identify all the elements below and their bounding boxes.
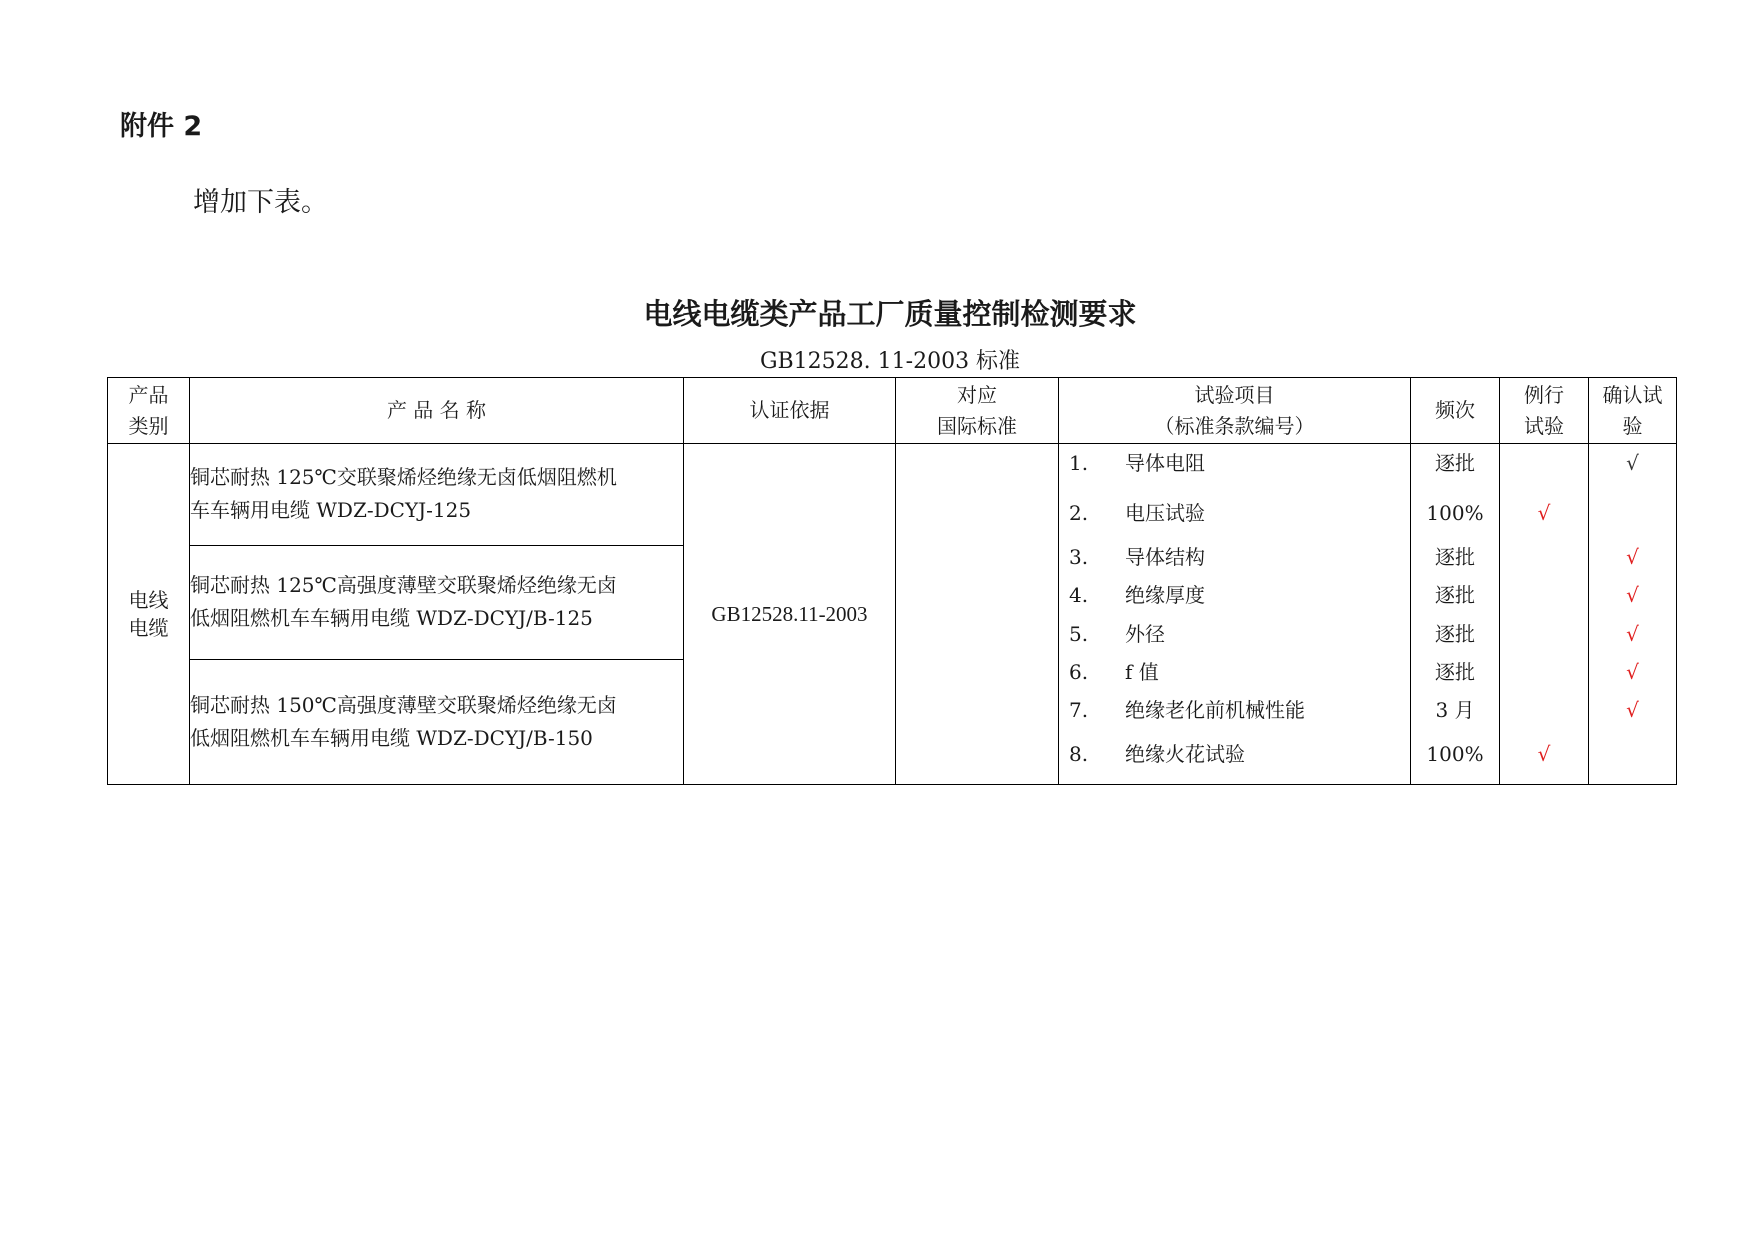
product-name-1 xyxy=(190,444,684,546)
frequency-7: 3 月 xyxy=(1435,698,1475,722)
confirm-check-5: √ xyxy=(1626,622,1639,646)
routine-check-1 xyxy=(1500,448,1588,478)
frequency-3: 逐批 xyxy=(1435,545,1475,569)
test-item-number: 7. xyxy=(1069,698,1089,722)
cert-basis-cell: GB12528.11-2003 xyxy=(684,444,896,785)
confirm-check-1: √ xyxy=(1626,451,1639,475)
note-text: 增加下表。 xyxy=(193,187,328,218)
test-items-cell xyxy=(1059,444,1411,785)
confirm-check-3: √ xyxy=(1626,545,1639,569)
header-frequency: 频次 xyxy=(1411,378,1500,444)
test-item-number: 8. xyxy=(1069,742,1089,766)
confirm-test-cell xyxy=(1589,444,1677,785)
test-item-number: 6. xyxy=(1069,660,1089,684)
test-item-7 xyxy=(1059,695,1410,725)
test-item-name: 绝缘厚度 xyxy=(1125,583,1205,607)
frequency-cell xyxy=(1411,444,1500,785)
header-test-items xyxy=(1059,378,1411,444)
frequency-4: 逐批 xyxy=(1435,583,1475,607)
test-item-name: 电压试验 xyxy=(1125,501,1205,525)
header-intl-standard-line-1: 对应 xyxy=(957,382,997,407)
table-header-row xyxy=(108,378,1677,444)
category-line-2: 电缆 xyxy=(128,616,169,640)
document-title: 电线电缆类产品工厂质量控制检测要求 xyxy=(643,297,1137,331)
routine-check-2: √ xyxy=(1537,501,1551,525)
confirm-check-2 xyxy=(1589,498,1676,528)
test-item-4 xyxy=(1059,580,1410,610)
header-confirm-test-line-1: 确认试 xyxy=(1602,382,1663,407)
confirm-check-8 xyxy=(1589,739,1676,769)
header-routine-test-line-1: 例行 xyxy=(1524,382,1564,407)
test-item-name: 绝缘老化前机械性能 xyxy=(1125,698,1305,722)
frequency-8: 100% xyxy=(1426,742,1484,766)
test-item-2 xyxy=(1059,498,1410,528)
routine-check-7 xyxy=(1500,695,1588,725)
attachment-label: 附件 2 xyxy=(120,111,203,142)
routine-check-3 xyxy=(1500,542,1588,572)
routine-check-5 xyxy=(1500,619,1588,649)
product-name-2-line-2: 低烟阻燃机车车辆用电缆 WDZ-DCYJ/B-125 xyxy=(190,606,593,631)
frequency-6: 逐批 xyxy=(1435,660,1475,684)
standard-label: GB12528. 11-2003 标准 xyxy=(759,349,1021,374)
routine-check-8: √ xyxy=(1537,742,1551,766)
test-items-list xyxy=(1059,444,1410,784)
test-item-number: 4. xyxy=(1069,583,1089,607)
test-item-name: 导体电阻 xyxy=(1125,451,1205,475)
test-item-8 xyxy=(1059,739,1410,769)
test-item-number: 3. xyxy=(1069,545,1089,569)
header-routine-test-line-2: 试验 xyxy=(1524,413,1564,438)
confirm-test-list xyxy=(1589,444,1676,784)
requirements-table xyxy=(107,377,1677,785)
header-category xyxy=(108,378,190,444)
test-item-number: 5. xyxy=(1069,622,1089,646)
header-confirm-test xyxy=(1589,378,1677,444)
test-item-name: f 值 xyxy=(1125,660,1159,684)
header-category-line-1: 产品 xyxy=(128,382,169,407)
routine-test-list xyxy=(1500,444,1588,784)
test-item-5 xyxy=(1059,619,1410,649)
test-item-1 xyxy=(1059,448,1410,478)
test-item-6 xyxy=(1059,657,1410,687)
header-routine-test xyxy=(1500,378,1589,444)
test-item-number: 2. xyxy=(1069,501,1089,525)
product-name-3-line-2: 低烟阻燃机车车辆用电缆 WDZ-DCYJ/B-150 xyxy=(190,726,593,751)
product-name-2-line-1: 铜芯耐热 125℃高强度薄壁交联聚烯烃绝缘无卤 xyxy=(190,573,617,598)
intl-standard-cell xyxy=(896,444,1059,785)
header-cert-basis: 认证依据 xyxy=(684,378,896,444)
frequency-2: 100% xyxy=(1426,501,1484,525)
category-line-1: 电线 xyxy=(128,588,169,612)
product-name-1-line-1: 铜芯耐热 125℃交联聚烯烃绝缘无卤低烟阻燃机 xyxy=(190,465,617,490)
test-item-number: 1. xyxy=(1069,451,1089,475)
product-name-3 xyxy=(190,660,684,785)
test-item-3 xyxy=(1059,542,1410,572)
confirm-check-4: √ xyxy=(1626,583,1639,607)
product-name-3-line-1: 铜芯耐热 150℃高强度薄壁交联聚烯烃绝缘无卤 xyxy=(190,693,617,718)
test-item-name: 外径 xyxy=(1125,622,1165,646)
header-confirm-test-line-2: 验 xyxy=(1622,413,1643,438)
header-intl-standard-line-2: 国际标准 xyxy=(937,413,1017,438)
product-name-1-line-2: 车车辆用电缆 WDZ-DCYJ-125 xyxy=(190,498,472,523)
product-name-2 xyxy=(190,545,684,660)
test-item-name: 导体结构 xyxy=(1125,545,1205,569)
confirm-check-7: √ xyxy=(1626,698,1639,722)
category-cell xyxy=(108,444,190,785)
table-row xyxy=(108,444,1677,546)
frequency-1: 逐批 xyxy=(1435,451,1475,475)
header-test-items-line-2: （标准条款编号） xyxy=(1154,413,1315,438)
frequency-5: 逐批 xyxy=(1435,622,1475,646)
header-product-name: 产 品 名 称 xyxy=(190,378,684,444)
header-intl-standard xyxy=(896,378,1059,444)
frequency-list xyxy=(1411,444,1499,784)
test-item-name: 绝缘火花试验 xyxy=(1125,742,1245,766)
routine-check-6 xyxy=(1500,657,1588,687)
confirm-check-6: √ xyxy=(1626,660,1639,684)
routine-check-4 xyxy=(1500,580,1588,610)
header-test-items-line-1: 试验项目 xyxy=(1194,382,1275,407)
header-category-line-2: 类别 xyxy=(128,413,169,438)
routine-test-cell xyxy=(1500,444,1589,785)
